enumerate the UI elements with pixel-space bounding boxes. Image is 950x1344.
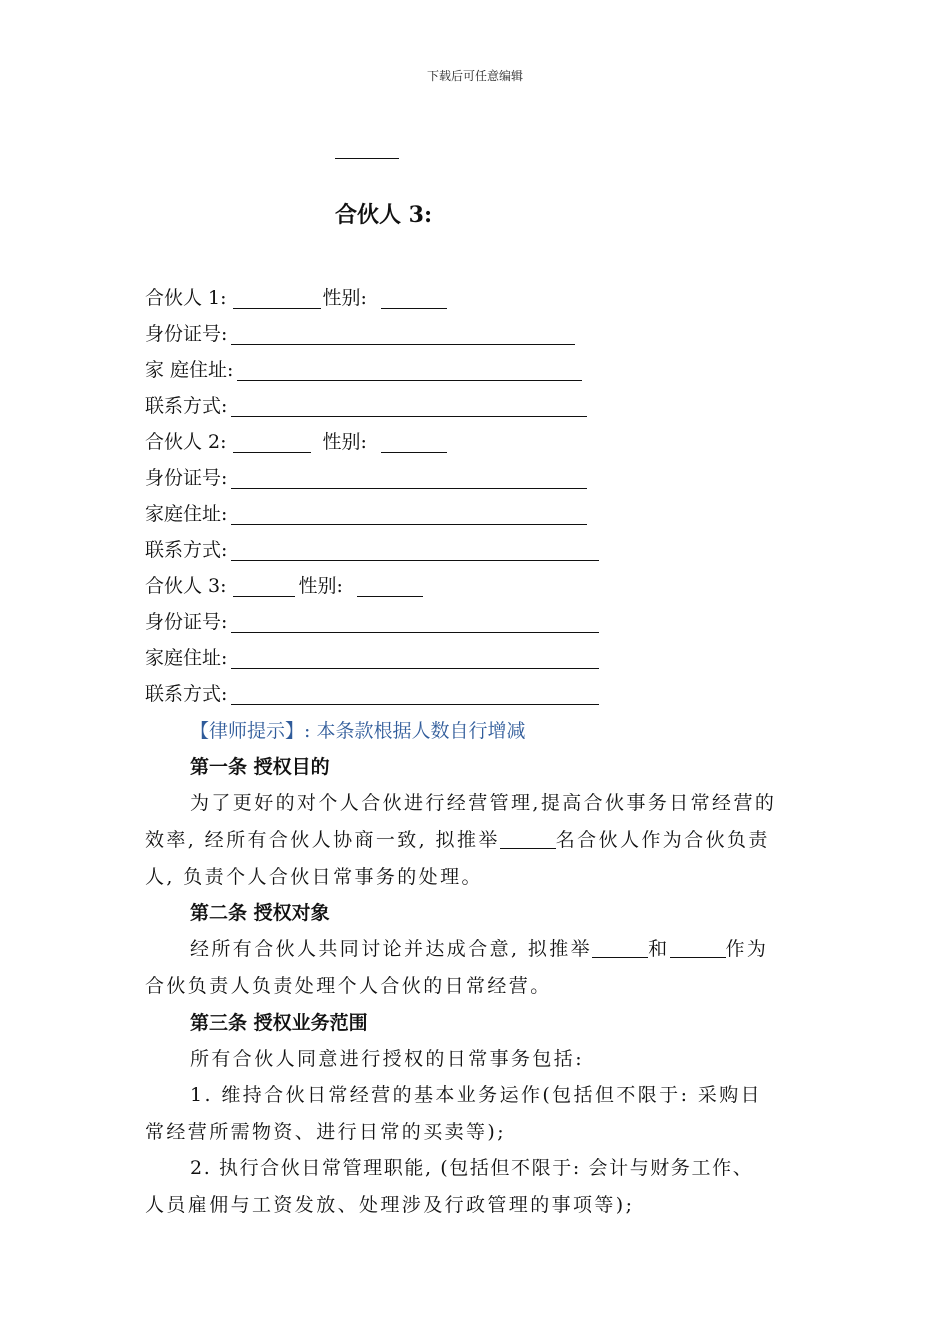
partner-2-contact-row — [145, 535, 599, 565]
article-1-line-2a: 效率, 经所有合伙人协商一致, 拟推举 — [145, 829, 500, 851]
partner-2-id-blank — [231, 466, 587, 489]
partner-1-name-label: 合伙人 1: — [145, 287, 227, 309]
top-rule — [335, 158, 399, 159]
partner-3-id-row — [145, 607, 599, 637]
partner-3-id-label: 身份证号: — [145, 611, 228, 633]
article-1-heading: 第一条 授权目的 — [190, 756, 330, 778]
partner-3-name-row — [145, 571, 423, 601]
partner-2-address-blank — [231, 502, 587, 525]
article-3-heading: 第三条 授权业务范围 — [190, 1012, 368, 1034]
partner-3-gender-label: 性别: — [298, 575, 343, 597]
article-3-item-1-line-2: 常经营所需物资、进行日常的买卖等); — [145, 1121, 507, 1143]
article-2-heading: 第二条 授权对象 — [190, 902, 330, 924]
partner-1-id-blank — [231, 322, 575, 345]
article-1-line-1: 为了更好的对个人合伙进行经营管理,提高合伙事务日常经营的 — [190, 792, 777, 814]
article-1-line-2b: 名合伙人作为合伙负责 — [555, 829, 770, 851]
partner-1-gender-blank — [381, 286, 447, 309]
article-2-line-1 — [190, 934, 768, 964]
partner-3-address-blank — [231, 646, 599, 669]
partner-1-contact-row — [145, 391, 587, 421]
partner-1-name-row — [145, 283, 447, 313]
page-header-note: 下载后可任意编辑 — [426, 69, 523, 83]
lawyer-tip: 【律师提示】: 本条款根据人数自行增减 — [190, 720, 526, 742]
partner-2-address-label: 家庭住址: — [145, 503, 228, 525]
article-3-intro: 所有合伙人同意进行授权的日常事务包括: — [190, 1048, 585, 1070]
partner-3-name-label: 合伙人 3: — [145, 575, 227, 597]
partner-1-name-blank — [233, 286, 321, 309]
partner-2-name-blank — [233, 430, 311, 453]
article-1-line-3: 人, 负责个人合伙日常事务的处理。 — [145, 866, 483, 888]
article-2-line-2: 合伙负责人负责处理个人合伙的日常经营。 — [145, 975, 552, 997]
partner-3-contact-row — [145, 679, 599, 709]
partner-3-address-label: 家庭住址: — [145, 647, 228, 669]
partner-3-contact-blank — [231, 682, 599, 705]
partner-1-address-row — [145, 355, 582, 385]
partner-3-contact-label: 联系方式: — [145, 683, 228, 705]
partner-count-blank — [500, 828, 556, 849]
nominee-2-blank — [670, 937, 726, 958]
nominee-1-blank — [592, 937, 648, 958]
article-3-item-2-line-1: 2. 执行合伙日常管理职能, (包括但不限于: 会计与财务工作、 — [190, 1157, 754, 1179]
article-3-item-2-line-2: 人员雇佣与工资发放、处理涉及行政管理的事项等); — [145, 1194, 635, 1216]
partner-3-address-row — [145, 643, 599, 673]
partner-2-id-row — [145, 463, 587, 493]
partner-2-contact-label: 联系方式: — [145, 539, 228, 561]
partner-3-id-blank — [231, 610, 599, 633]
partner-1-address-label: 家 庭住址: — [145, 359, 234, 381]
article-2-line-1a: 经所有合伙人共同讨论并达成合意, 拟推举 — [190, 938, 593, 960]
partner-2-name-label: 合伙人 2: — [145, 431, 227, 453]
article-2-line-1b: 和 — [648, 938, 670, 960]
partner-2-id-label: 身份证号: — [145, 467, 228, 489]
partner-1-gender-label: 性别: — [322, 287, 367, 309]
partner-1-id-label: 身份证号: — [145, 323, 228, 345]
partner-1-id-row — [145, 319, 575, 349]
partner-2-gender-blank — [381, 430, 447, 453]
partner-2-gender-label: 性别: — [322, 431, 367, 453]
partner-1-contact-blank — [231, 394, 587, 417]
partner-3-name-blank — [233, 574, 295, 597]
partner-1-contact-label: 联系方式: — [145, 395, 228, 417]
article-2-line-1c: 作为 — [725, 938, 769, 960]
partner-1-address-blank — [237, 358, 582, 381]
article-3-item-1-line-1: 1. 维持合伙日常经营的基本业务运作(包括但不限于: 采购日 — [190, 1084, 763, 1106]
partner-2-name-row — [145, 427, 447, 457]
partner-2-address-row — [145, 499, 587, 529]
partner-3-gender-blank — [357, 574, 423, 597]
section-title: 合伙人 3: — [335, 202, 433, 228]
article-1-line-2 — [145, 825, 770, 855]
partner-2-contact-blank — [231, 538, 599, 561]
